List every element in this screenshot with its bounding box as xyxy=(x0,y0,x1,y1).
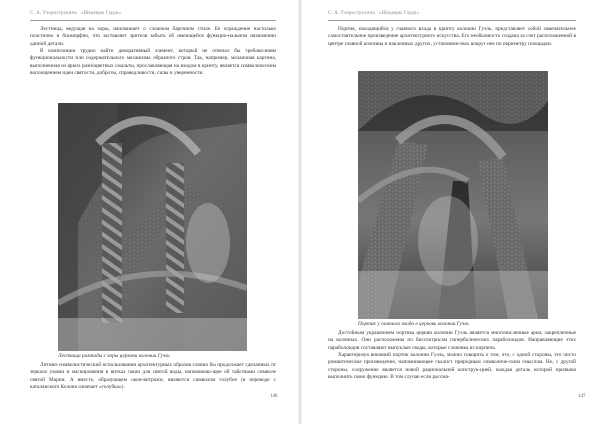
photo-staircase xyxy=(58,103,247,351)
staircase-photo-image xyxy=(58,103,247,351)
body-text-top xyxy=(328,26,576,48)
running-head-title: «Шедевры Гауди» xyxy=(80,11,122,16)
body-text-top xyxy=(30,26,276,77)
page-number: 146 xyxy=(270,394,278,399)
paragraph: Литино-символистический использовании архитектурных образов словно бы продолжает сделанных от зеркало умами и маскирования в витках чаши для святой воды, напоминаю-щие об тайствами символе святой Марии. А вместе, образующем окон-витражи, являются символом голубое (в переводе с каталанского Колона означает «голубка»). xyxy=(30,362,276,391)
running-head-author: С. А. Уэорострукинъ xyxy=(30,11,77,16)
right-page xyxy=(300,0,600,424)
body-text-bottom xyxy=(328,330,576,381)
running-head-author: С. А. Уэорострукинъ xyxy=(328,11,375,16)
paragraph: Лестница, ведущая на хоры, напоминает о сложном барочном стиле. Ее ограждение настолько пластично и биоморфно, что заставляет зрителя забыть об имеющейся функцио-нальном назначении данной детали. xyxy=(30,26,276,47)
paragraph: В композиции трудно найти декоративный элемент, который не отвечал бы требова-ниям функциональности или содержательного механизма образного строя. Так, например, мозаичная картина, выполненная из ярких разноцветных смальты, прославляющая на входом в крипту, является символическим воплощением идеи святости, доброты, справедливости, силы и уверенности. xyxy=(30,48,276,77)
header-rule xyxy=(328,20,576,21)
running-head-title: «Шедевры Гауди» xyxy=(378,11,420,16)
paragraph: Достойным украшением портика церкви колонии Гуэль является многочисленные арки, закрепленные на колоннах. Они расположены по биссектрисам гиперболических параболоидов. Направляющие этих параболоидов составляют выпуклые своды, которые слоновка из кирпича. xyxy=(328,330,576,351)
portico-photo-image xyxy=(358,71,548,319)
paragraph: Характеризуя внешний портик колонии Гуэль, можно говорить о том, что, с одной стороны, это чисто романтическое произведение, напоминающее скалист природным символиче-ским смыслом. Но, с другой стороны, сооружение является новой рациональной конструк-цией, каждая деталь которой призвана выполнить свою функцию. В том случае если рассма- xyxy=(328,352,576,381)
photo-caption: Портик у главного входа в церковь колонии Гуэль xyxy=(358,321,469,327)
running-head-right xyxy=(328,11,419,16)
photo-caption: Лестница рампиды с хоры церкови колонии Гуэль xyxy=(58,353,170,359)
page-number: 147 xyxy=(578,394,586,399)
body-text-bottom xyxy=(30,362,276,391)
photo-portico xyxy=(358,71,548,319)
header-rule xyxy=(30,20,276,21)
running-head-left xyxy=(30,11,121,16)
paragraph: Портик, находящийся у главного входа в крипту колонии Гуэль, представляет собой замечательное самостоятельное произведение архитектурного искусства. Его необычность создана за счет расположенной в центре главной колонны и наклонных других, установлен-ных вокруг нее по периметру площадки. xyxy=(328,26,576,47)
